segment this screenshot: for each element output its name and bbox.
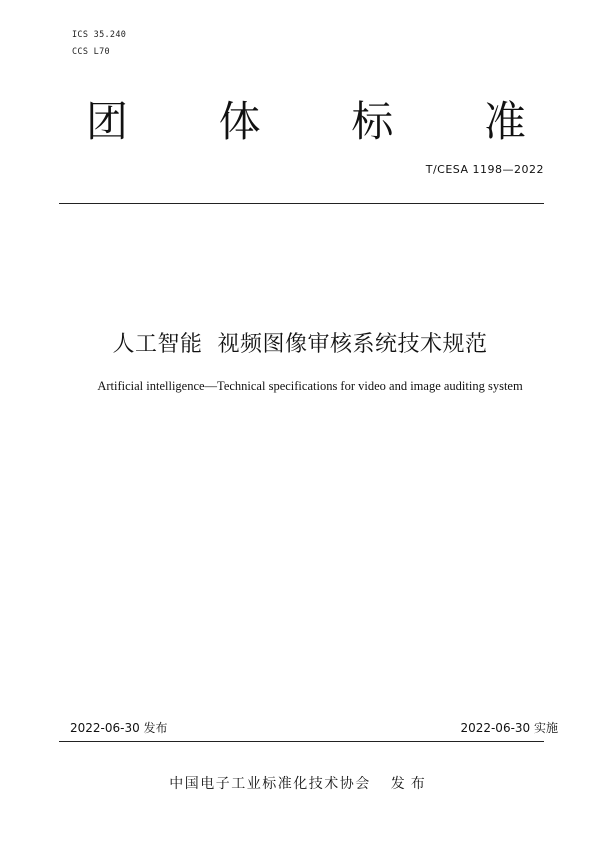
publish-date: 2022-06-30 发布: [70, 721, 168, 735]
category-char-2: 体: [218, 97, 261, 146]
ics-code: ICS 35.240: [72, 30, 127, 40]
issuer-name: 中国电子工业标准化技术协会: [169, 776, 371, 792]
document-title-en: Artificial intelligence—Technical specifications for video and image auditing system: [97, 379, 523, 393]
category-char-3: 标: [351, 97, 394, 146]
category-char-4: 准: [483, 97, 526, 146]
standard-category-title: [86, 92, 526, 152]
standard-number: T/CESA 1198—2022: [425, 163, 544, 176]
issuer-action: 发布: [390, 776, 431, 792]
bottom-divider: [59, 741, 544, 742]
document-title-cn: 人工智能 视频图像审核系统技术规范: [112, 332, 488, 357]
top-divider: [59, 203, 544, 204]
issuer-line: [0, 773, 600, 793]
ccs-code: CCS L70: [72, 47, 110, 57]
category-char-1: 团: [86, 97, 129, 146]
implement-date: 2022-06-30 实施: [460, 721, 558, 735]
